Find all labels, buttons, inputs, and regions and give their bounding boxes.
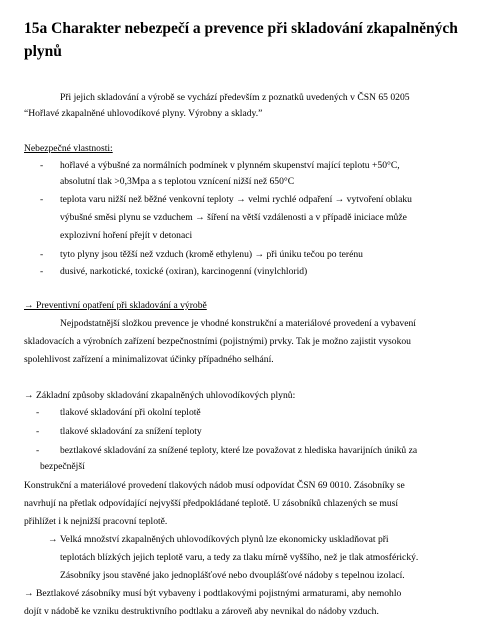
list-dash: - (40, 266, 44, 277)
dangerous-properties-heading: Nebezpečné vlastnosti: (24, 143, 113, 154)
list-item-continuation: bezpečnější (40, 461, 85, 472)
pressureless-line-2: dojít v nádobě ke vzniku destruktivního podtlaku a zároveň aby nevnikal do nádoby vzduch. (24, 606, 379, 617)
large-storage-line-2: teplotách blízkých jejich teplotě varu, a tedy za tlaku mírně vyššího, než je tlak atmosférický. (60, 552, 419, 563)
intro-line-1: Při jejich skladování a výrobě se vychází především z poznatků uvedených v ČSN 65 0205 (60, 92, 410, 103)
list-item: tlakové skladování za snížení teploty (60, 426, 202, 437)
intro-line-2: “Hořlavé zkapalněné uhlovodíkové plyny. Výrobny a sklady.” (24, 108, 263, 119)
preventive-line-2: skladovacích a výrobních zařízení bezpečnostními (pojistnými) prvky. Tak je možno zajistit vysokou (24, 336, 411, 347)
list-dash: - (40, 160, 44, 171)
list-item: tyto plyny jsou těžší než vzduch (kromě ethylenu) → při úniku tečou po terénu (60, 249, 363, 260)
list-item-continuation: absolutní tlak >0,3Mpa a s teplotou vznícení nižší než 650°C (60, 176, 295, 187)
list-dash: - (36, 426, 40, 437)
preventive-measures-heading: → Preventivní opatření při skladování a výrobě (24, 300, 207, 311)
list-dash: - (36, 407, 40, 418)
pressureless-line-1: → Beztlakové zásobníky musí být vybaveny i podtlakovými pojistnými armaturami, aby nemohlo (24, 588, 402, 599)
list-dash: - (40, 249, 44, 260)
list-dash: - (36, 445, 40, 456)
construction-line-1: Konstrukční a materiálové provedení tlakových nádob musí odpovídat ČSN 69 0010. Zásobníky se (24, 480, 405, 491)
list-item: teplota varu nižší než běžné venkovní teploty → velmi rychlé odpaření → vytvoření oblaku (60, 194, 412, 205)
page-title-line-2: plynů (24, 43, 62, 60)
preventive-line-3: spolehlivost zařízení a minimalizovat účinky případného selhání. (24, 354, 274, 365)
large-storage-line-3: Zásobníky jsou stavěné jako jednoplášťové nebo dvouplášťové nádoby s tepelnou izolací. (60, 570, 405, 581)
construction-line-2: navrhují na přetlak odpovídající nejvyšší předpokládané teplotě. U zásobníků chlazených se musí (24, 498, 399, 509)
list-item: tlakové skladování při okolní teplotě (60, 407, 201, 418)
list-item-continuation: explozivní hoření přejít v detonaci (60, 230, 193, 241)
list-item-continuation: výbušné směsi plynu se vzduchem → šíření na větší vzdálenosti a v případě iniciace může (60, 212, 407, 223)
storage-methods-heading: → Základní způsoby skladování zkapalněných uhlovodíkových plynů: (24, 390, 296, 401)
list-item: beztlakové skladování za snížené teploty, které lze považovat z hlediska havarijních úniků za (60, 445, 418, 456)
list-item: dusivé, narkotické, toxické (oxiran), karcinogenní (vinylchlorid) (60, 266, 308, 277)
list-item: hořlavé a výbušné za normálních podmínek v plynném skupenství mající teplotu +50°C, (60, 160, 400, 171)
construction-line-3: přihlížet i k nejnižší pracovní teplotě. (24, 516, 168, 527)
list-dash: - (40, 194, 44, 205)
large-storage-line-1: → Velká množství zkapalněných uhlovodíkových plynů lze ekonomicky uskladňovat při (48, 534, 389, 545)
page-title-line-1: 15a Charakter nebezpečí a prevence při skladování zkapalněných (24, 20, 458, 37)
preventive-line-1: Nejpodstatnější složkou prevence je vhodné konstrukční a materiálové provedení a vybavení (60, 318, 416, 329)
